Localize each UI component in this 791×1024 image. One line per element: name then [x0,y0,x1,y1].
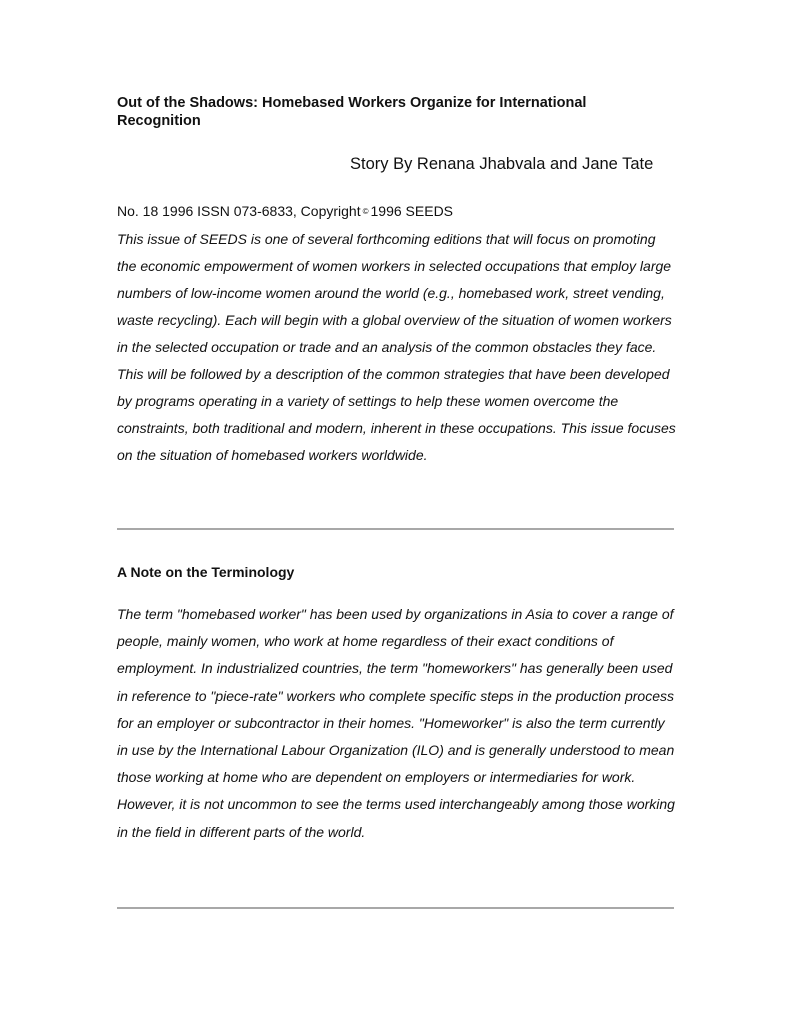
terminology-paragraph: The term "homebased worker" has been used by organizations in Asia to cover a range of people, mainly women, who work at home regardless of their exact conditions of employment. In industrialized countries, the term "homeworkers" has generally been used in reference to "piece-rate" workers who complete specific steps in the production process for an employer or subcontractor in their homes. "Homeworker" is also the term currently in use by the International Labour Organization (ILO) and is generally understood to mean those working at home who are dependent on employers or intermediaries for work. However, it is not uncommon to see the terms used interchangeably among those working in the field in different parts of the world. [117,606,675,840]
document-title: Out of the Shadows: Homebased Workers Organize for International Recognition [117,95,587,129]
section-divider [117,528,674,530]
author-byline: Story By Renana Jhabvala and Jane Tate [350,155,654,173]
section-heading: A Note on the Terminology [117,564,295,580]
section-divider [117,907,674,909]
issue-info [117,202,677,221]
issue-info-suffix: 1996 SEEDS [370,203,454,219]
intro-paragraph: This issue of SEEDS is one of several forthcoming editions that will focus on promoting the economic empowerment of women workers in selected occupations that employ large numbers of low-income women around the world (e.g., homebased work, street vending, waste recycling). Each will begin with a global overview of the situation of women workers in the selected occupation or trade and an analysis of the common obstacles they face. This will be followed by a description of the common strategies that have been developed by programs operating in a variety of settings to help these women overcome the constraints, both traditional and modern, inherent in these occupations. This issue focuses on the situation of homebased workers worldwide. [117,231,676,463]
issue-info-prefix: No. 18 1996 ISSN 073-6833, Copyright [117,203,361,219]
copyright-symbol: © [362,207,369,216]
